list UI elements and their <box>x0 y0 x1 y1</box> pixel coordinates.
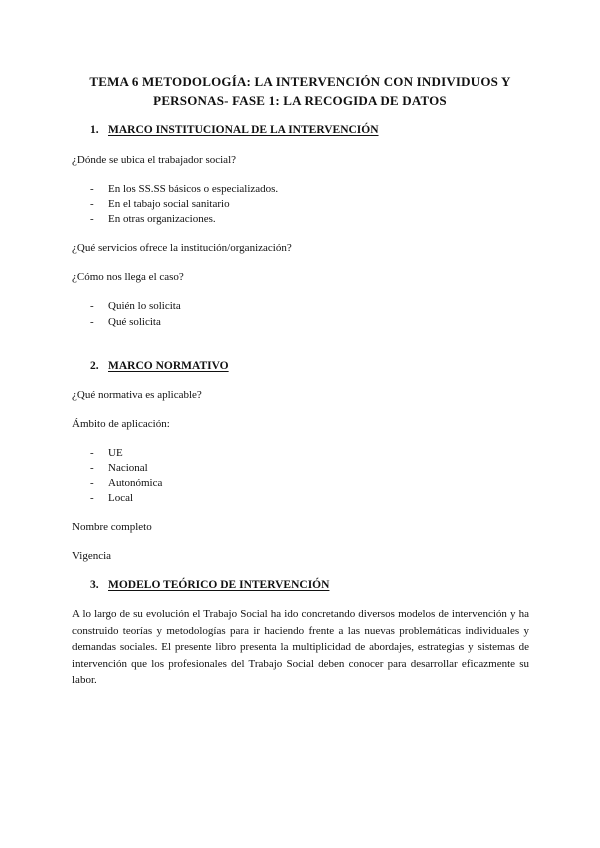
list-dash: - <box>90 477 94 489</box>
list-item-text: Nacional <box>108 462 148 474</box>
question: ¿Qué servicios ofrece la institución/organización? <box>72 242 292 254</box>
document-title <box>60 72 540 110</box>
list-item <box>90 447 123 459</box>
question: Ámbito de aplicación: <box>72 418 170 430</box>
list-dash: - <box>90 447 94 459</box>
section-number: 3. <box>90 579 99 591</box>
list-item-text: UE <box>108 447 123 459</box>
body-paragraph: A lo largo de su evolución el Trabajo Social ha ido concretando diversos modelos de intervención y ha construido teorías y metodologías para ir haciendo frente a las nuevas problemáticas individuales y demandas sociales. El presente libro presenta la multiplicidad de abordajes, estrategias y sistemas de intervención que los profesionales del Trabajo Social deben conocer para desarrollar eficazmente su labor. <box>72 608 529 686</box>
list-item <box>90 477 162 489</box>
section-title: MARCO NORMATIVO <box>108 360 229 372</box>
list-item <box>90 198 230 210</box>
list-dash: - <box>90 183 94 195</box>
section-number: 2. <box>90 360 99 372</box>
list-item <box>90 492 133 504</box>
list-dash: - <box>90 492 94 504</box>
list-item <box>90 300 181 312</box>
list-item-text: Quién lo solicita <box>108 300 181 312</box>
section-title: MODELO TEÓRICO DE INTERVENCIÓN <box>108 579 330 591</box>
field-label: Vigencia <box>72 550 112 562</box>
list-item-text: Autonómica <box>108 477 163 489</box>
list-item-text: Qué solicita <box>108 316 161 328</box>
list-dash: - <box>90 316 94 328</box>
list-item-text: En el tabajo social sanitario <box>108 198 230 210</box>
field-label: Nombre completo <box>72 521 152 533</box>
list-dash: - <box>90 213 94 225</box>
question: ¿Dónde se ubica el trabajador social? <box>72 154 237 166</box>
list-dash: - <box>90 300 94 312</box>
list-item <box>90 316 161 328</box>
title-line-1: TEMA 6 METODOLOGÍA: LA INTERVENCIÓN CON INDIVIDUOS Y <box>89 74 511 89</box>
list-dash: - <box>90 198 94 210</box>
list-dash: - <box>90 462 94 474</box>
question: ¿Qué normativa es aplicable? <box>72 389 202 401</box>
section-1-heading <box>90 124 379 136</box>
section-2-heading <box>90 360 229 372</box>
list-item-text: En otras organizaciones. <box>108 213 216 225</box>
section-title: MARCO INSTITUCIONAL DE LA INTERVENCIÓN <box>108 124 379 136</box>
list-item-text: Local <box>108 492 134 504</box>
list-item <box>90 183 278 195</box>
list-item-text: En los SS.SS básicos o especializados. <box>108 183 279 195</box>
question: ¿Cómo nos llega el caso? <box>72 271 184 283</box>
list-item <box>90 213 216 225</box>
section-3-heading <box>90 579 329 591</box>
title-line-2: PERSONAS- FASE 1: LA RECOGIDA DE DATOS <box>153 93 447 108</box>
section-number: 1. <box>90 124 99 136</box>
list-item <box>90 462 148 474</box>
